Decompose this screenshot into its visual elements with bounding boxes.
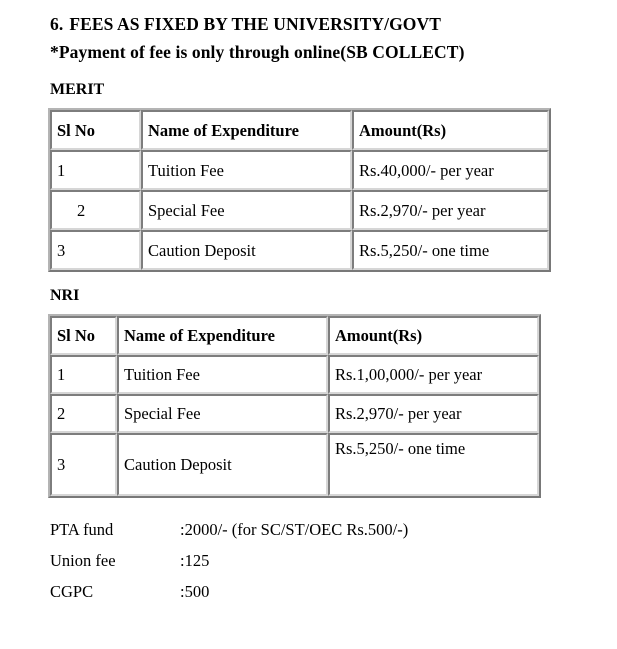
- cell-amount: Rs.5,250/- one time: [352, 230, 549, 270]
- note-value: :2000/- (for SC/ST/OEC Rs.500/-): [180, 520, 409, 539]
- cell-amount: Rs.40,000/- per year: [352, 150, 549, 190]
- note-label: CGPC: [50, 582, 94, 601]
- cell-expenditure-name: Special Fee: [141, 190, 352, 230]
- cell-sl-no: 2: [50, 394, 117, 433]
- note-value: :500: [180, 582, 210, 601]
- merit-section-label: MERIT: [50, 81, 105, 98]
- column-header-amount: Amount(Rs): [328, 316, 539, 355]
- cell-sl-no: 1: [50, 150, 141, 190]
- note-line: [50, 545, 617, 576]
- column-header-amount: Amount(Rs): [352, 110, 549, 150]
- cell-expenditure-name: Caution Deposit: [117, 433, 328, 496]
- cell-amount: Rs.5,250/- one time: [328, 433, 539, 496]
- column-header-name-of-expenditure: Name of Expenditure: [117, 316, 328, 355]
- note-value: :125: [180, 551, 210, 570]
- cell-expenditure-name: Tuition Fee: [117, 355, 328, 394]
- table-row: [50, 150, 549, 190]
- table-header-row: [50, 316, 539, 355]
- cell-sl-no: 2: [50, 190, 141, 230]
- section-title: FEES AS FIXED BY THE UNIVERSITY/GOVT: [69, 14, 442, 34]
- column-header-sl-no: Sl No: [50, 316, 117, 355]
- cell-expenditure-name: Caution Deposit: [141, 230, 352, 270]
- section-title-line: [50, 10, 617, 38]
- note-line: [50, 576, 617, 607]
- table-row: [50, 394, 539, 433]
- nri-section-label: NRI: [50, 287, 80, 304]
- table-row: [50, 230, 549, 270]
- additional-fees-notes: [0, 514, 617, 607]
- cell-sl-no: 1: [50, 355, 117, 394]
- section-number: 6.: [50, 14, 64, 34]
- note-label: PTA fund: [50, 520, 114, 539]
- column-header-sl-no: Sl No: [50, 110, 141, 150]
- merit-fee-table: [48, 108, 551, 272]
- table-header-row: [50, 110, 549, 150]
- cell-sl-no: 3: [50, 433, 117, 496]
- cell-expenditure-name: Tuition Fee: [141, 150, 352, 190]
- document-heading: [0, 0, 617, 66]
- note-line: [50, 514, 617, 545]
- cell-amount: Rs.2,970/- per year: [328, 394, 539, 433]
- table-row: [50, 190, 549, 230]
- cell-sl-no: 3: [50, 230, 141, 270]
- cell-expenditure-name: Special Fee: [117, 394, 328, 433]
- table-row: [50, 355, 539, 394]
- cell-amount: Rs.1,00,000/- per year: [328, 355, 539, 394]
- table-row: [50, 433, 539, 496]
- column-header-name-of-expenditure: Name of Expenditure: [141, 110, 352, 150]
- payment-note: *Payment of fee is only through online(SB COLLECT): [50, 42, 465, 62]
- nri-fee-table: [48, 314, 541, 498]
- note-label: Union fee: [50, 551, 116, 570]
- cell-amount: Rs.2,970/- per year: [352, 190, 549, 230]
